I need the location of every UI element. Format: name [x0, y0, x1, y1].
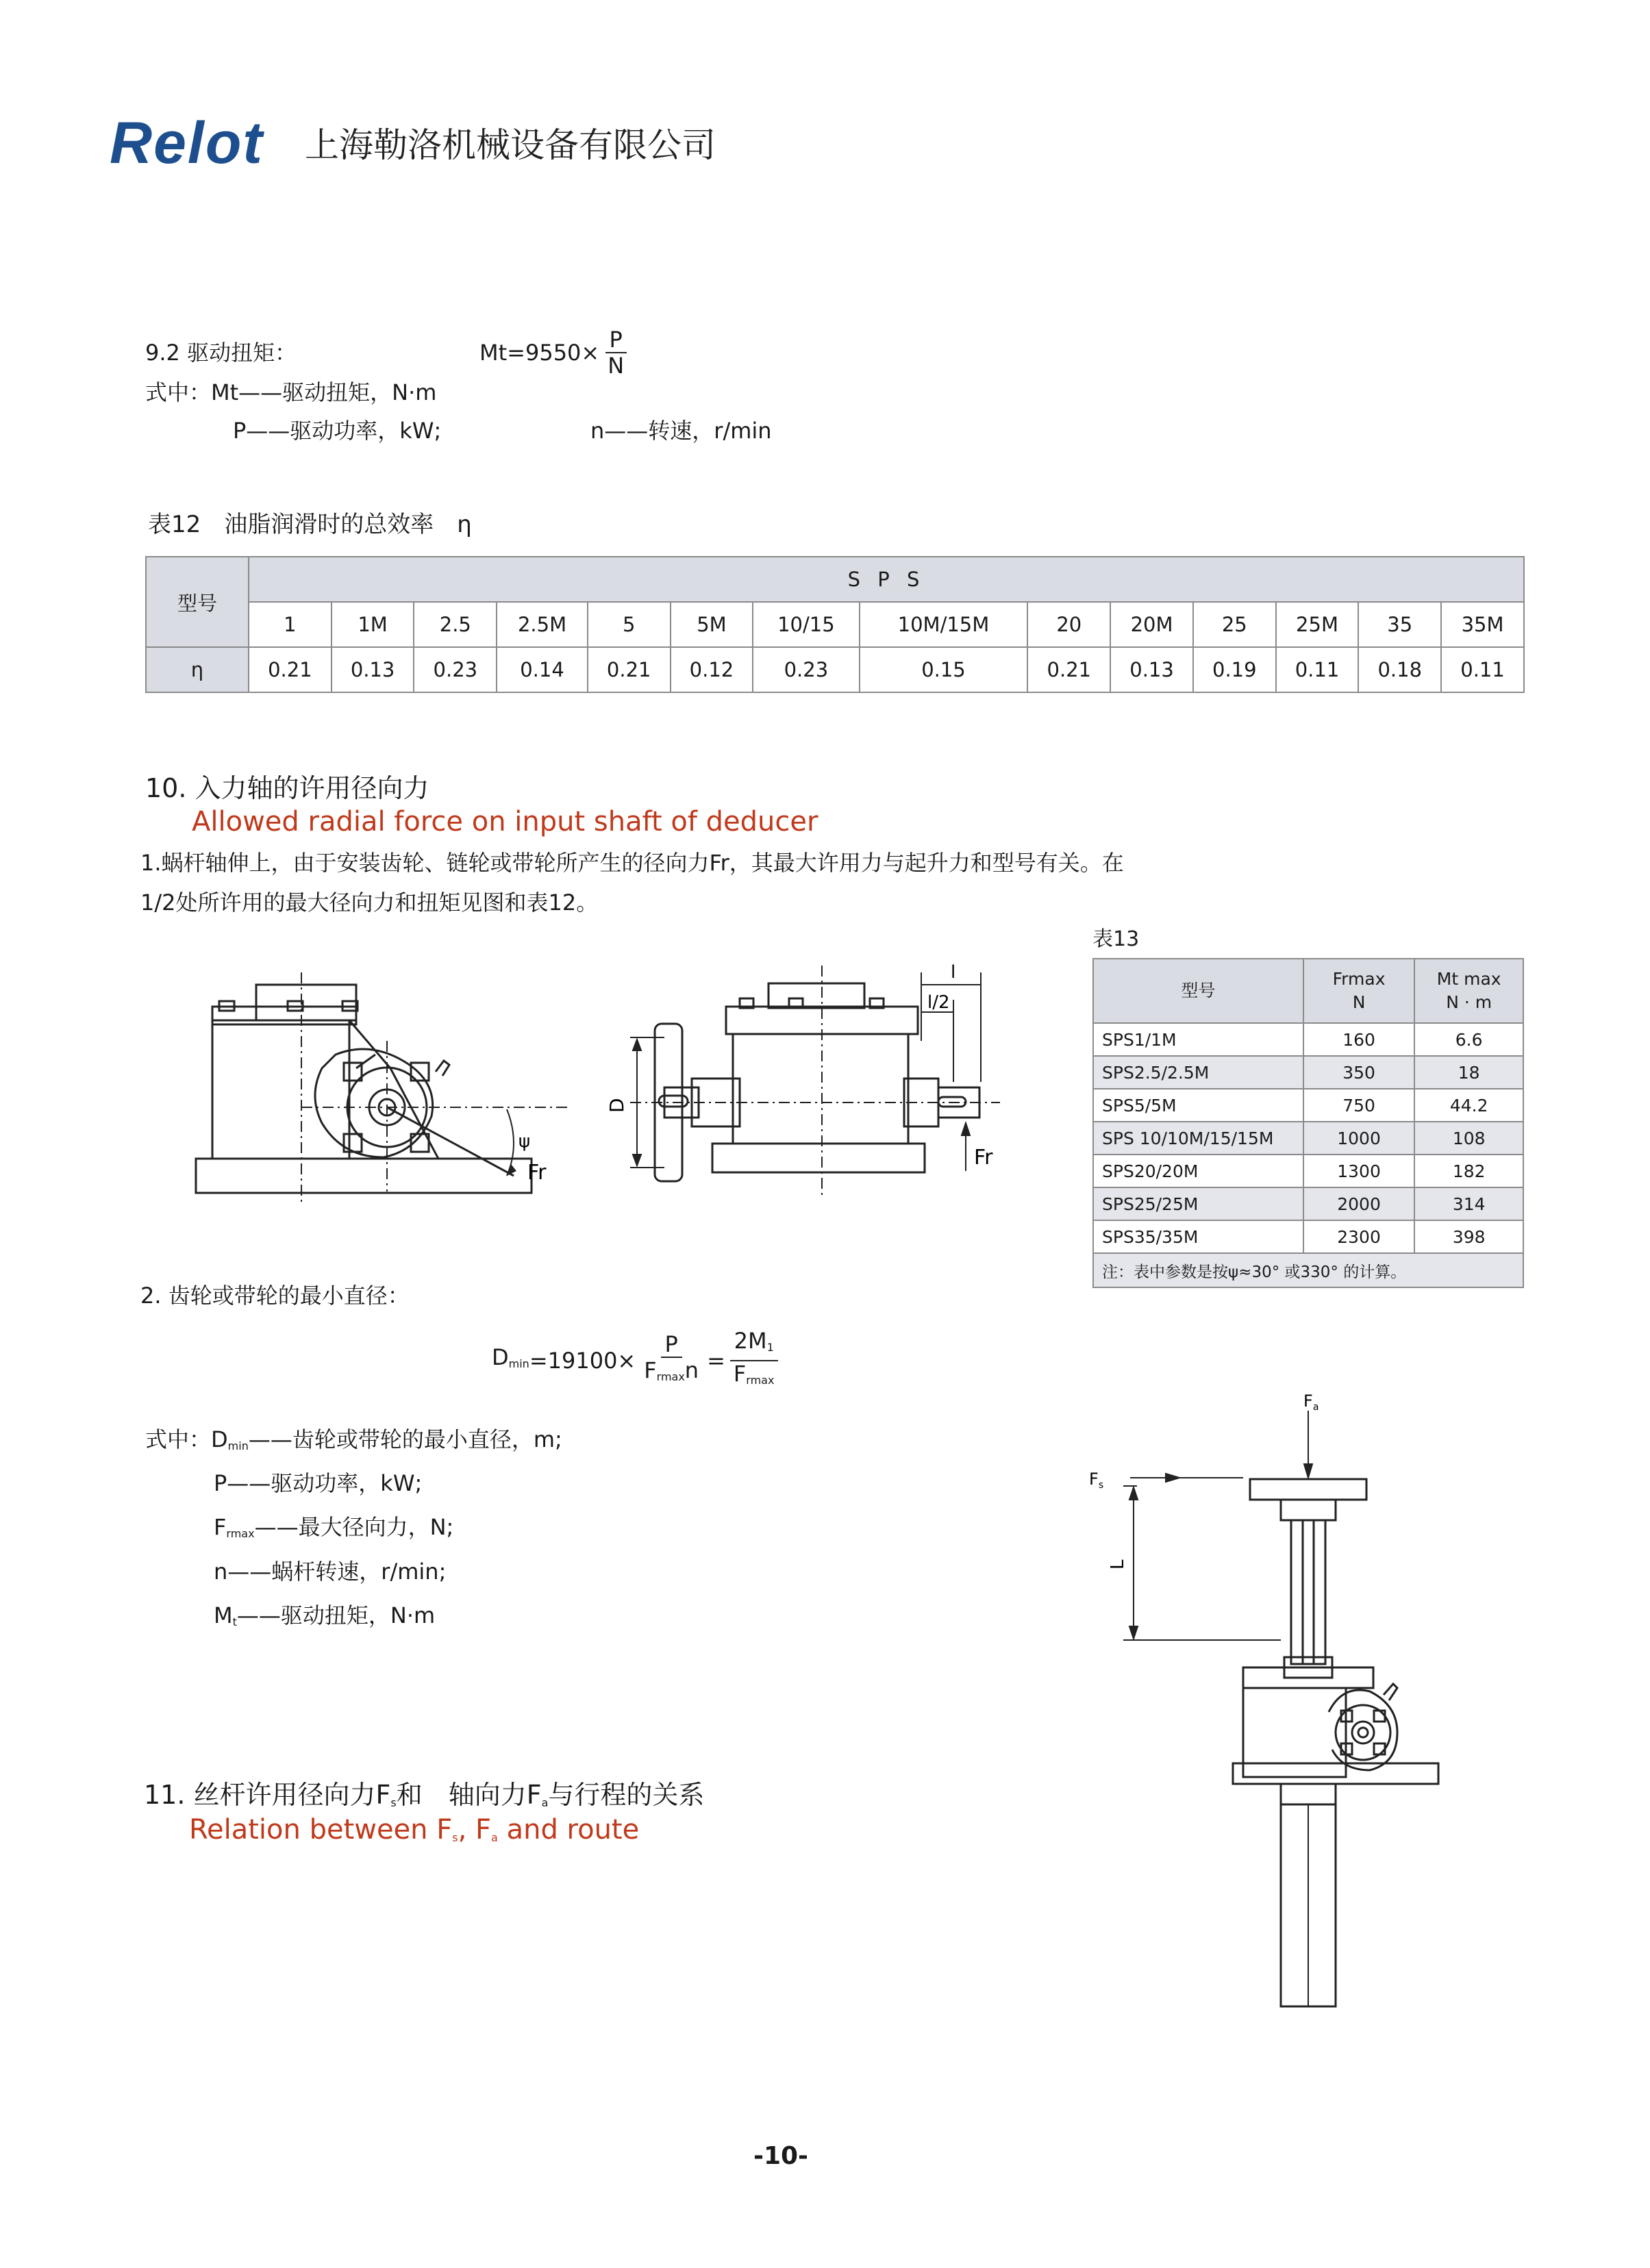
table12-model-cell: 35M — [1441, 602, 1524, 647]
diameter-where-line5: $M_t——$驱动扭矩，N·m — [214, 1602, 436, 1628]
table13-row — [1093, 1023, 1523, 1056]
table13-row — [1093, 1155, 1523, 1187]
table13-caption: 表13 — [1092, 927, 1140, 951]
table13-fr-cell: 750 — [1303, 1089, 1415, 1122]
section-11-title-en: Relation between $F_s$, $F_a$ and route — [189, 1814, 640, 1845]
section-10-title-en: Allowed radial force on input shaft of deducer — [192, 806, 818, 837]
table13-mt-cell: 398 — [1414, 1220, 1523, 1253]
table13-mt-cell: 6.6 — [1414, 1023, 1523, 1056]
torque-fraction — [603, 327, 628, 378]
table13-note: 注：表中参数是按ψ≈30° 或330° 的计算。 — [1093, 1253, 1523, 1287]
table12-model-cell: 1M — [332, 602, 414, 647]
table13-model-cell: SPS25/25M — [1093, 1187, 1303, 1220]
diameter-formula — [492, 1328, 782, 1393]
table12-model-cell: 10M/15M — [860, 602, 1028, 647]
table13-fr-title: Frmax — [1332, 969, 1386, 989]
table13-mt-header — [1414, 959, 1523, 1023]
diameter-where-line2: P——驱动功率，kW; — [214, 1470, 423, 1496]
table13-model-cell: SPS 10/10M/15/15M — [1093, 1122, 1303, 1155]
radial-force-label-2: Fr — [974, 1146, 993, 1170]
table12-model-cell: 5 — [588, 602, 671, 647]
table12-model-cell: 1 — [249, 602, 332, 647]
table13-row — [1093, 1122, 1523, 1155]
fraction-2-denominator: $F_{rmax}$ — [733, 1361, 775, 1387]
table13-radial-force — [1092, 958, 1524, 1288]
torque-formula-lhs: Mt=9550× — [479, 340, 600, 366]
table13-row — [1093, 1220, 1523, 1253]
stroke-length-label: L — [1108, 1559, 1128, 1570]
table13-model-cell: SPS1/1M — [1093, 1023, 1303, 1056]
table13-mt-unit: N · m — [1446, 992, 1492, 1012]
table13-mt-cell: 44.2 — [1414, 1089, 1523, 1122]
side-force-label: $F_s$ — [1089, 1470, 1104, 1491]
section-10-para-line1: 1.蜗杆轴伸上，由于安装齿轮、链轮或带轮所产生的径向力Fr，其最大许用力与起升力和型号有关。在 — [140, 850, 1124, 876]
table12-model-cell: 10/15 — [753, 602, 859, 647]
section-10-para-line2: 1/2处所许用的最大径向力和扭矩见图和表12。 — [140, 890, 599, 916]
table12-model-cell: 20M — [1110, 602, 1193, 647]
table12-model-header: 型号 — [146, 557, 249, 647]
table12-eta-cell: 0.13 — [332, 647, 414, 692]
table12-eta-header: η — [146, 647, 249, 692]
table12-eta-cell: 0.13 — [1110, 647, 1193, 692]
table12-model-cell: 2.5M — [497, 602, 588, 647]
section-10-2-title: 2. 齿轮或带轮的最小直径： — [140, 1283, 410, 1309]
section-10-title-cn: 10. 入力轴的许用径向力 — [145, 773, 429, 803]
table13-row — [1093, 1089, 1523, 1122]
formula-equals: = — [707, 1348, 725, 1374]
torque-formula — [479, 327, 632, 378]
table12-eta-cell: 0.23 — [753, 647, 859, 692]
table13-model-cell: SPS35/35M — [1093, 1220, 1303, 1253]
table13-fr-cell: 2300 — [1303, 1220, 1415, 1253]
table12-eta-cell: 0.18 — [1358, 647, 1441, 692]
formula-fraction-1 — [640, 1332, 703, 1389]
table13-mt-cell: 314 — [1414, 1187, 1523, 1220]
table12-model-cell: 25 — [1193, 602, 1276, 647]
screw-jack-drawing — [1068, 1383, 1452, 2013]
table13-mt-cell: 182 — [1414, 1155, 1523, 1187]
shaft-length-label: l — [951, 962, 956, 983]
table12-model-cell: 35 — [1358, 602, 1441, 647]
table13-row — [1093, 1187, 1523, 1220]
section-11-title-cn: 11. 丝杆许用径向力$F_s$和 轴向力$F_a$与行程的关系 — [144, 1780, 705, 1810]
table12-eta-cell: 0.12 — [671, 647, 753, 692]
table12-eta-cell: 0.14 — [497, 647, 588, 692]
table12-eta-cell: 0.21 — [588, 647, 671, 692]
table13-row — [1093, 1056, 1523, 1089]
torque-where-line3: n——转速，r/min — [590, 418, 772, 444]
table13-fr-cell: 1300 — [1303, 1155, 1415, 1187]
gearbox-front-drawing — [589, 959, 1027, 1212]
table13-fr-header — [1303, 959, 1415, 1023]
table12-model-cell: 20 — [1027, 602, 1110, 647]
table12-model-cell: 5M — [671, 602, 753, 647]
diameter-where-line4: n——蜗杆转速，r/min; — [214, 1559, 447, 1585]
table13-note-row — [1093, 1253, 1523, 1287]
sprocket-diameter-label: D — [605, 1098, 628, 1113]
fraction-2-numerator: $2M_1$ — [730, 1328, 778, 1361]
table13-model-cell: SPS2.5/2.5M — [1093, 1056, 1303, 1089]
table12-eta-cell: 0.11 — [1276, 647, 1359, 692]
table13-fr-cell: 2000 — [1303, 1187, 1415, 1220]
table13-model-cell: SPS5/5M — [1093, 1089, 1303, 1122]
half-length-label: l/2 — [927, 992, 950, 1013]
table13-model-cell: SPS20/20M — [1093, 1155, 1303, 1187]
table12-caption: 表12 油脂润滑时的总效率 η — [148, 511, 472, 538]
table13-fr-cell: 1000 — [1303, 1122, 1415, 1155]
company-name: 上海勒洛机械设备有限公司 — [305, 125, 716, 165]
fraction-1-denominator: $F_{rmax}n$ — [644, 1357, 699, 1383]
table12-sps-header: S P S — [249, 557, 1524, 602]
torque-denominator: N — [608, 353, 625, 379]
torque-numerator: P — [605, 327, 627, 353]
psi-angle-label: ψ — [518, 1131, 531, 1152]
table13-fr-cell: 350 — [1303, 1056, 1415, 1089]
table12-efficiency — [145, 556, 1525, 693]
table12-eta-cell: 0.21 — [249, 647, 332, 692]
table12-eta-cell: 0.23 — [414, 647, 497, 692]
diameter-where-line1: 式中：$D_{min}——$齿轮或带轮的最小直径，m; — [145, 1426, 562, 1452]
table12-eta-cell: 0.19 — [1193, 647, 1276, 692]
radial-force-label-1: Fr — [527, 1161, 547, 1185]
formula-dmin: $D_{min}$ — [492, 1344, 529, 1370]
gearbox-side-drawing — [185, 959, 596, 1212]
axial-force-label: $F_a$ — [1303, 1391, 1319, 1413]
page-number: -10- — [753, 2142, 808, 2170]
formula-coefficient: =19100× — [529, 1348, 636, 1374]
section-9-2-title: 9.2 驱动扭矩： — [145, 340, 297, 366]
table13-model-header: 型号 — [1093, 959, 1303, 1023]
fraction-1-numerator: P — [661, 1332, 682, 1358]
table12-model-cell: 25M — [1276, 602, 1359, 647]
table13-mt-cell: 18 — [1414, 1056, 1523, 1089]
table13-fr-cell: 160 — [1303, 1023, 1415, 1056]
table12-eta-cell: 0.11 — [1441, 647, 1524, 692]
torque-where-line1: 式中：Mt——驱动扭矩，N·m — [145, 379, 437, 405]
table13-mt-cell: 108 — [1414, 1122, 1523, 1155]
table13-fr-unit: N — [1352, 992, 1366, 1012]
table12-model-cell: 2.5 — [414, 602, 497, 647]
torque-where-line2: P——驱动功率，kW; — [233, 418, 442, 444]
table12-eta-cell: 0.21 — [1027, 647, 1110, 692]
table13-mt-title: Mt max — [1436, 969, 1501, 989]
diameter-where-line3: $F_{rmax}——$最大径向力，N; — [214, 1514, 454, 1540]
company-logo: Relot — [110, 110, 264, 176]
formula-fraction-2 — [729, 1328, 779, 1393]
table12-eta-cell: 0.15 — [860, 647, 1028, 692]
